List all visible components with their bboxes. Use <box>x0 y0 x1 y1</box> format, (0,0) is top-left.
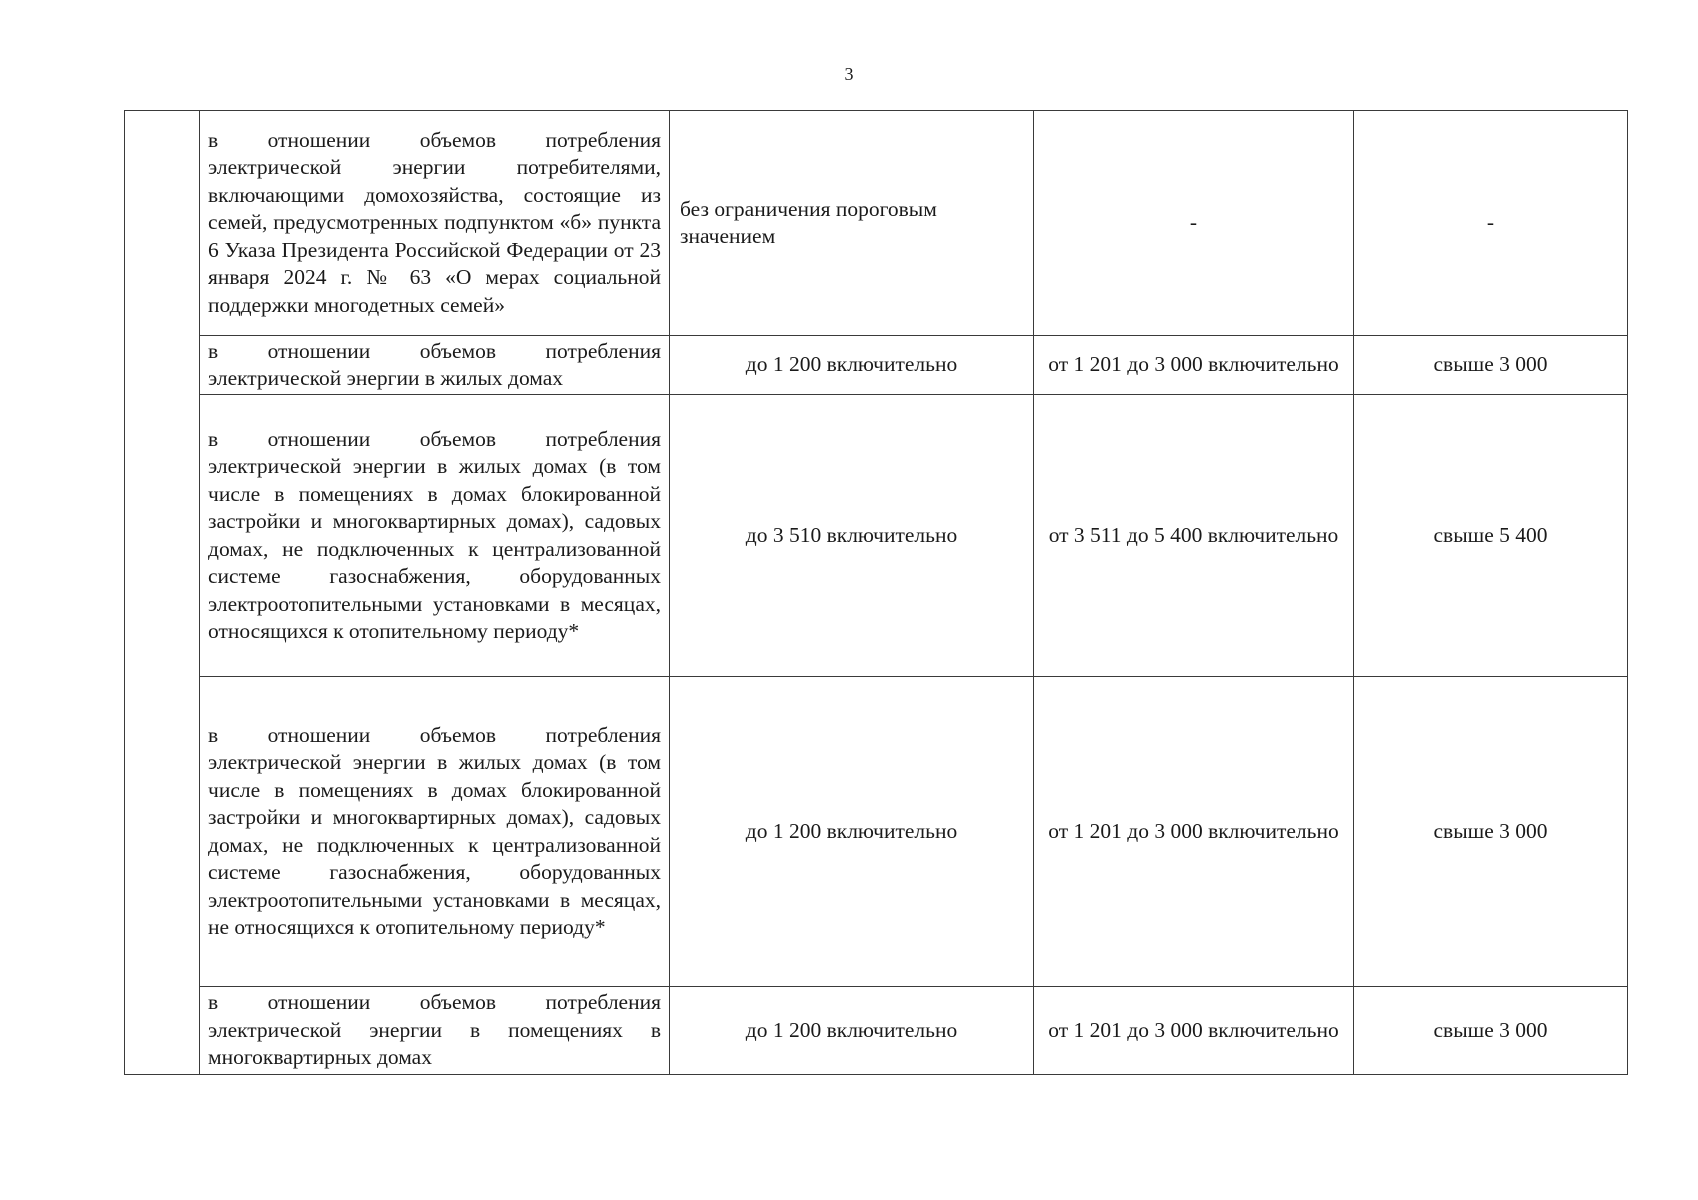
table-row <box>125 336 1628 395</box>
consumption-category-cell: в отношении объемов потребления электрической энергии в помещениях в многоквартирных домах <box>200 987 670 1075</box>
third-range-cell: - <box>1354 111 1628 336</box>
second-range-cell: от 1 201 до 3 000 включительно <box>1034 677 1354 987</box>
row-index-cell <box>125 111 200 1075</box>
second-range-cell: - <box>1034 111 1354 336</box>
consumption-category-cell: в отношении объемов потребления электрической энергии потребителями, включающими домохозяйства, состоящие из семей, предусмотренных подпунктом «б» пункта 6 Указа Президента Российской Федерации от 23 января 2024 г. № 63 «О мерах социальной поддержки многодетных семей» <box>200 111 670 336</box>
second-range-cell: от 1 201 до 3 000 включительно <box>1034 987 1354 1075</box>
first-range-cell: до 1 200 включительно <box>670 336 1034 395</box>
page-number: 3 <box>844 64 854 84</box>
consumption-category-cell: в отношении объемов потребления электрической энергии в жилых домах (в том числе в помещениях в домах блокированной застройки и многоквартирных домах), садовых домах, не подключенных к централизованной системе газоснабжения, оборудованных электроотопительными установками в месяцах, не относящихся к отопительному периоду* <box>200 677 670 987</box>
second-range-cell: от 1 201 до 3 000 включительно <box>1034 336 1354 395</box>
tariff-threshold-table <box>124 110 1628 1075</box>
table-row <box>125 111 1628 336</box>
third-range-cell: свыше 3 000 <box>1354 677 1628 987</box>
consumption-category-cell: в отношении объемов потребления электрической энергии в жилых домах (в том числе в помещениях в домах блокированной застройки и многоквартирных домах), садовых домах, не подключенных к централизованной системе газоснабжения, оборудованных электроотопительными установками в месяцах, относящихся к отопительному периоду* <box>200 395 670 677</box>
third-range-cell: свыше 3 000 <box>1354 987 1628 1075</box>
first-range-cell: до 1 200 включительно <box>670 677 1034 987</box>
first-range-cell: до 1 200 включительно <box>670 987 1034 1075</box>
first-range-cell: до 3 510 включительно <box>670 395 1034 677</box>
third-range-cell: свыше 5 400 <box>1354 395 1628 677</box>
third-range-cell: свыше 3 000 <box>1354 336 1628 395</box>
first-range-cell: без ограничения пороговым значением <box>670 111 1034 336</box>
consumption-category-cell: в отношении объемов потребления электрической энергии в жилых домах <box>200 336 670 395</box>
second-range-cell: от 3 511 до 5 400 включительно <box>1034 395 1354 677</box>
table-row <box>125 395 1628 677</box>
table-row <box>125 677 1628 987</box>
table-row <box>125 987 1628 1075</box>
